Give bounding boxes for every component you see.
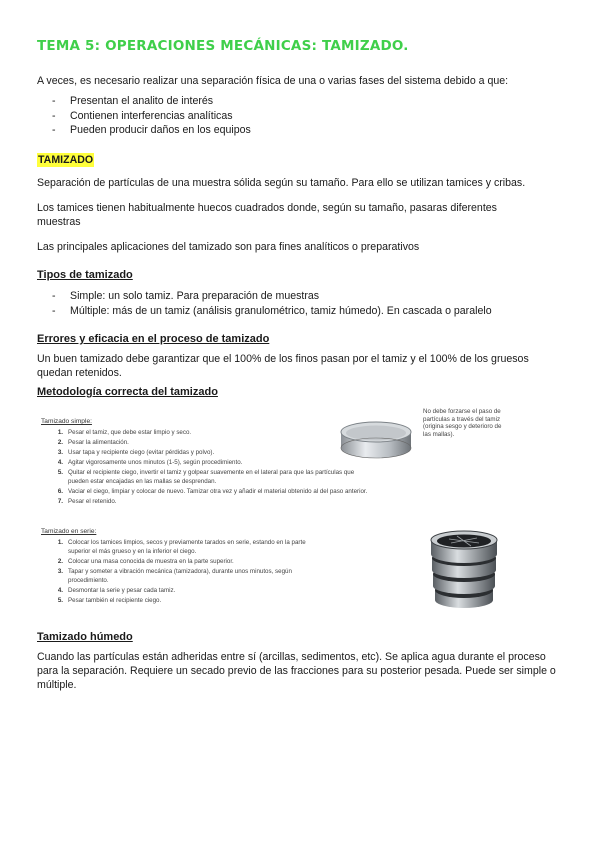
metodologia-figure [37, 402, 537, 616]
serie-step: Pesar también el recipiente ciego. [68, 597, 162, 604]
step-number: 3. [57, 568, 63, 575]
serie-step: Colocar los tamices limpios, secos y previamente tarados en serie, estando en la parte [68, 539, 306, 546]
simple-step: Usar tapa y recipiente ciego (evitar pérdidas y polvo). [68, 449, 215, 456]
step-number: 5. [57, 597, 63, 604]
metodologia-heading: Metodología correcta del tamizado [37, 386, 218, 398]
serie-step: Colocar una masa conocida de muestra en la parte superior. [68, 558, 234, 565]
list-item: - Contienen interferencias analíticas [37, 109, 251, 124]
simple-subheading: Tamizado simple: [41, 418, 92, 425]
serie-step-continuation: procedimiento. [68, 577, 109, 584]
intro-paragraph: A veces, es necesario realizar una separación física de una o varias fases del sistema debido a que: [37, 75, 509, 87]
tamizado-paragraph-1: Separación de partículas de una muestra sólida según su tamaño. Para ello se utilizan tamices y cribas. [37, 177, 526, 189]
sieve-stack-image [427, 520, 501, 612]
humedo-heading: Tamizado húmedo [37, 631, 133, 643]
errores-paragraph: Un buen tamizado debe garantizar que el 100% de los finos pasan por el tamiz y el 100% de los gruesos quedan retenidos. [37, 353, 529, 379]
simple-step-continuation: pueden estar encajadas en las mallas se desprendan. [68, 478, 217, 485]
tamizado-paragraph-2: Los tamices tienen habitualmente huecos cuadrados donde, según su tamaño, pasaras diferentes muestras [37, 202, 497, 228]
tamizado-paragraph-3: Las principales aplicaciones del tamizado son para fines analíticos o preparativos [37, 241, 420, 253]
step-number: 3. [57, 449, 63, 456]
tipos-bullet-list [37, 289, 492, 318]
step-number: 1. [57, 539, 63, 546]
tamizado-heading: TAMIZADO [38, 154, 94, 166]
step-number: 7. [57, 498, 63, 505]
list-item: - Múltiple: más de un tamiz (análisis granulométrico, tamiz húmedo). En cascada o paralelo [37, 304, 492, 319]
errores-heading: Errores y eficacia en el proceso de tamizado [37, 333, 270, 345]
tipos-heading: Tipos de tamizado [37, 269, 133, 281]
step-number: 5. [57, 469, 63, 476]
step-number: 4. [57, 459, 63, 466]
step-number: 6. [57, 488, 63, 495]
humedo-paragraph: Cuando las partículas están adheridas entre sí (arcillas, sedimentos, etc). Se aplica agua durante el proceso para la separación. Requiere un secado previo de las fracciones para su posterior pesada. Puede ser simple o múltiple. [37, 651, 556, 691]
serie-step: Tapar y someter a vibración mecánica (tamizadora), durante unos minutos, según [68, 568, 292, 575]
serie-step: Desmontar la serie y pesar cada tamiz. [68, 587, 176, 594]
simple-step: Quitar el recipiente ciego, invertir el tamiz y golpear suavemente en el lateral para que las partículas que [68, 469, 355, 476]
step-number: 2. [57, 439, 63, 446]
simple-step: Pesar el tamiz, que debe estar limpio y seco. [68, 429, 192, 436]
simple-step: Pesar el retenido. [68, 498, 117, 505]
intro-bullet-list [37, 94, 251, 138]
simple-step: Vaciar el ciego, limpiar y colocar de nuevo. Tamizar otra vez y añadir el material obtenido al del paso anterior. [68, 488, 368, 495]
serie-step-continuation: superior el más grueso y en la inferior el ciego. [68, 548, 197, 555]
simple-step: Pesar la alimentación. [68, 439, 129, 446]
step-number: 2. [57, 558, 63, 565]
serie-subheading: Tamizado en serie: [41, 528, 97, 535]
list-item: - Simple: un solo tamiz. Para preparación de muestras [37, 289, 492, 304]
step-number: 4. [57, 587, 63, 594]
list-item: - Pueden producir daños en los equipos [37, 123, 251, 138]
single-sieve-image [337, 418, 415, 462]
list-item: - Presentan el analito de interés [37, 94, 251, 109]
sieve-note: No debe forzarse el paso de partículas a través del tamiz (origina sesgo y deterioro de las mallas). [423, 408, 502, 439]
simple-step: Agitar vigorosamente unos minutos (1-5), según procedimiento. [68, 459, 243, 466]
page-title: TEMA 5: OPERACIONES MECÁNICAS: TAMIZADO. [37, 38, 409, 54]
step-number: 1. [57, 429, 63, 436]
